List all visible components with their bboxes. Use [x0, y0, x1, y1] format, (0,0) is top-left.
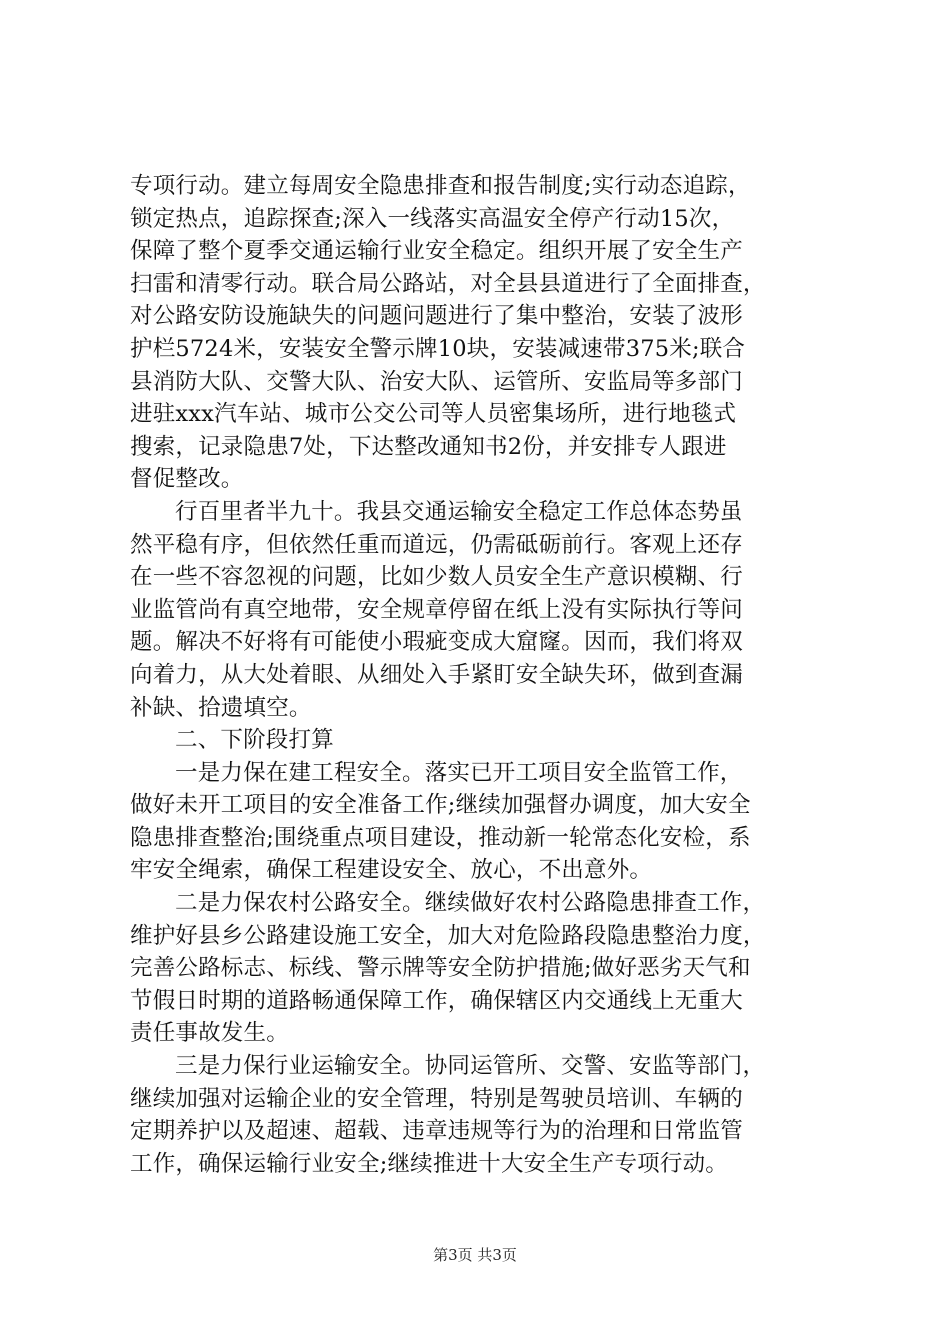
text-line: 一是力保在建工程安全。落实已开工项目安全监管工作， [175, 759, 743, 786]
text-line: 二、下阶段打算 [175, 727, 334, 754]
text-line: 然平稳有序，但依然任重而道远，仍需砥砺前行。客观上还存 [130, 531, 743, 558]
text-line: 护栏5724米，安装安全警示牌10块，安装减速带375米;联合 [130, 335, 746, 362]
text-line: 进驻xxx汽车站、城市公交公司等人员密集场所，进行地毯式 [130, 401, 737, 428]
text-line: 工作，确保运输行业安全;继续推进十大安全生产专项行动。 [130, 1150, 728, 1177]
text-line: 定期养护以及超速、超载、违章违规等行为的治理和日常监管 [130, 1118, 743, 1145]
text-line: 县消防大队、交警大队、治安大队、运管所、安监局等多部门 [130, 368, 743, 395]
text-line: 督促整改。 [130, 466, 244, 493]
text-line: 题。解决不好将有可能使小瑕疵变成大窟窿。因而，我们将双 [130, 629, 743, 656]
text-line: 三是力保行业运输安全。协同运管所、交警、安监等部门， [175, 1053, 766, 1080]
text-line: 责任事故发生。 [130, 1020, 289, 1047]
text-line: 业监管尚有真空地带，安全规章停留在纸上没有实际执行等问 [130, 596, 743, 623]
text-line: 做好未开工项目的安全准备工作;继续加强督办调度，加大安全 [130, 792, 751, 819]
text-line: 二是力保农村公路安全。继续做好农村公路隐患排查工作， [175, 890, 766, 917]
text-line: 专项行动。建立每周安全隐患排查和报告制度;实行动态追踪， [130, 173, 751, 199]
text-line: 在一些不容忽视的问题，比如少数人员安全生产意识模糊、行 [130, 564, 743, 591]
page-footer: 第3页 共3页 [433, 1246, 517, 1264]
text-line: 隐患排查整治;围绕重点项目建设，推动新一轮常态化安检，系 [130, 824, 751, 851]
text-line: 补缺、拾遗填空。 [130, 694, 312, 721]
text-line: 向着力，从大处着眼、从细处入手紧盯安全缺失环，做到查漏 [130, 661, 743, 688]
text-line: 对公路安防设施缺失的问题问题进行了集中整治，安装了波形 [130, 303, 743, 330]
text-line: 完善公路标志、标线、警示牌等安全防护措施;做好恶劣天气和 [130, 955, 751, 982]
text-line: 牢安全绳索，确保工程建设安全、放心，不出意外。 [130, 857, 653, 884]
text-line: 锁定热点，追踪探查;深入一线落实高温安全停产行动15次， [130, 205, 735, 232]
text-line: 维护好县乡公路建设施工安全，加大对危险路段隐患整治力度， [130, 922, 766, 949]
text-line: 行百里者半九十。我县交通运输安全稳定工作总体态势虽 [175, 498, 743, 525]
text-line: 搜索，记录隐患7处，下达整改通知书2份，并安排专人跟进 [130, 433, 727, 460]
text-line: 继续加强对运输企业的安全管理，特别是驾驶员培训、车辆的 [130, 1085, 743, 1112]
text-line: 节假日时期的道路畅通保障工作，确保辖区内交通线上无重大 [130, 987, 743, 1014]
text-line: 保障了整个夏季交通运输行业安全稳定。组织开展了安全生产 [130, 238, 743, 265]
document-body [130, 170, 830, 1180]
text-line: 扫雷和清零行动。联合局公路站，对全县县道进行了全面排查， [130, 270, 766, 297]
